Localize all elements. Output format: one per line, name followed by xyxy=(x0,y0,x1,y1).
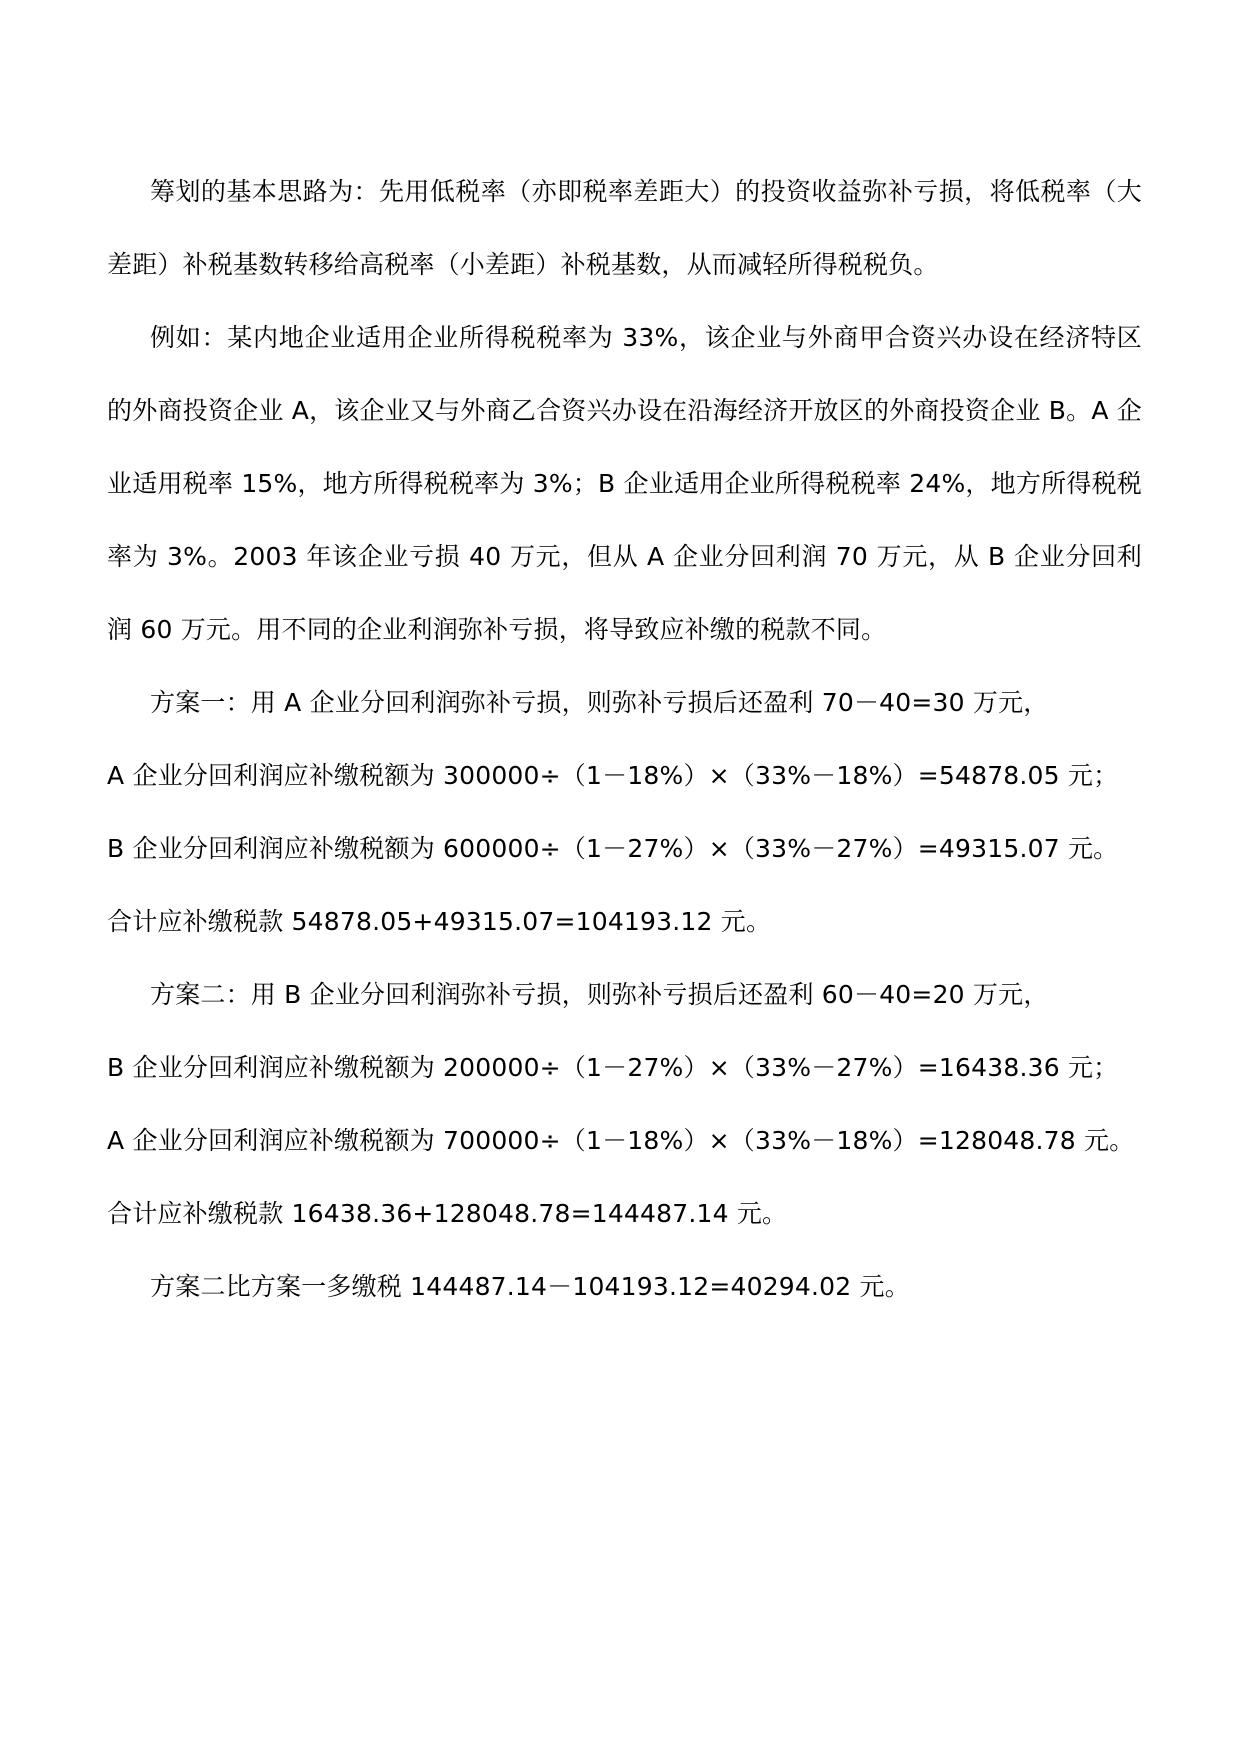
plan-one-line-a: A 企业分回利润应补缴税额为 300000÷（1－18%）×（33%－18%）=54878.05 元； xyxy=(107,761,1119,790)
plan-two-line-a: A 企业分回利润应补缴税额为 700000÷（1－18%）×（33%－18%）=128048.78 元。 xyxy=(107,1126,1135,1155)
plan-one-section xyxy=(107,666,1142,958)
example-paragraph: 例如：某内地企业适用企业所得税税率为 33%，该企业与外商甲合资兴办设在经济特区的外商投资企业 A，该企业又与外商乙合资兴办设在沿海经济开放区的外商投资企业 B。A 企业适用税率 15%，地方所得税税率为 3%；B 企业适用企业所得税税率 24%，地方所得税税率为 3%。2003 年该企业亏损 40 万元，但从 A 企业分回利润 70 万元，从 B 企业分回利润 60 万元。用不同的企业利润弥补亏损，将导致应补缴的税款不同。 xyxy=(107,323,1142,644)
strategy-paragraph: 筹划的基本思路为：先用低税率（亦即税率差距大）的投资收益弥补亏损，将低税率（大差距）补税基数转移给高税率（小差距）补税基数，从而减轻所得税税负。 xyxy=(107,177,1142,279)
plan-one-line-b: B 企业分回利润应补缴税额为 600000÷（1－27%）×（33%－27%）=49315.07 元。 xyxy=(107,834,1119,863)
plan-one-total: 合计应补缴税款 54878.05+49315.07=104193.12 元。 xyxy=(107,907,772,936)
plan-two-line-b: B 企业分回利润应补缴税额为 200000÷（1－27%）×（33%－27%）=16438.36 元； xyxy=(107,1053,1119,1082)
plan-two-intro: 方案二：用 B 企业分回利润弥补亏损，则弥补亏损后还盈利 60－40=20 万元， xyxy=(150,980,1049,1009)
conclusion-line: 方案二比方案一多缴税 144487.14－104193.12=40294.02 元。 xyxy=(150,1272,910,1301)
document-body xyxy=(107,155,1142,1323)
plan-one-intro: 方案一：用 A 企业分回利润弥补亏损，则弥补亏损后还盈利 70－40=30 万元， xyxy=(150,688,1049,717)
plan-two-total: 合计应补缴税款 16438.36+128048.78=144487.14 元。 xyxy=(107,1199,788,1228)
plan-two-section xyxy=(107,958,1142,1250)
